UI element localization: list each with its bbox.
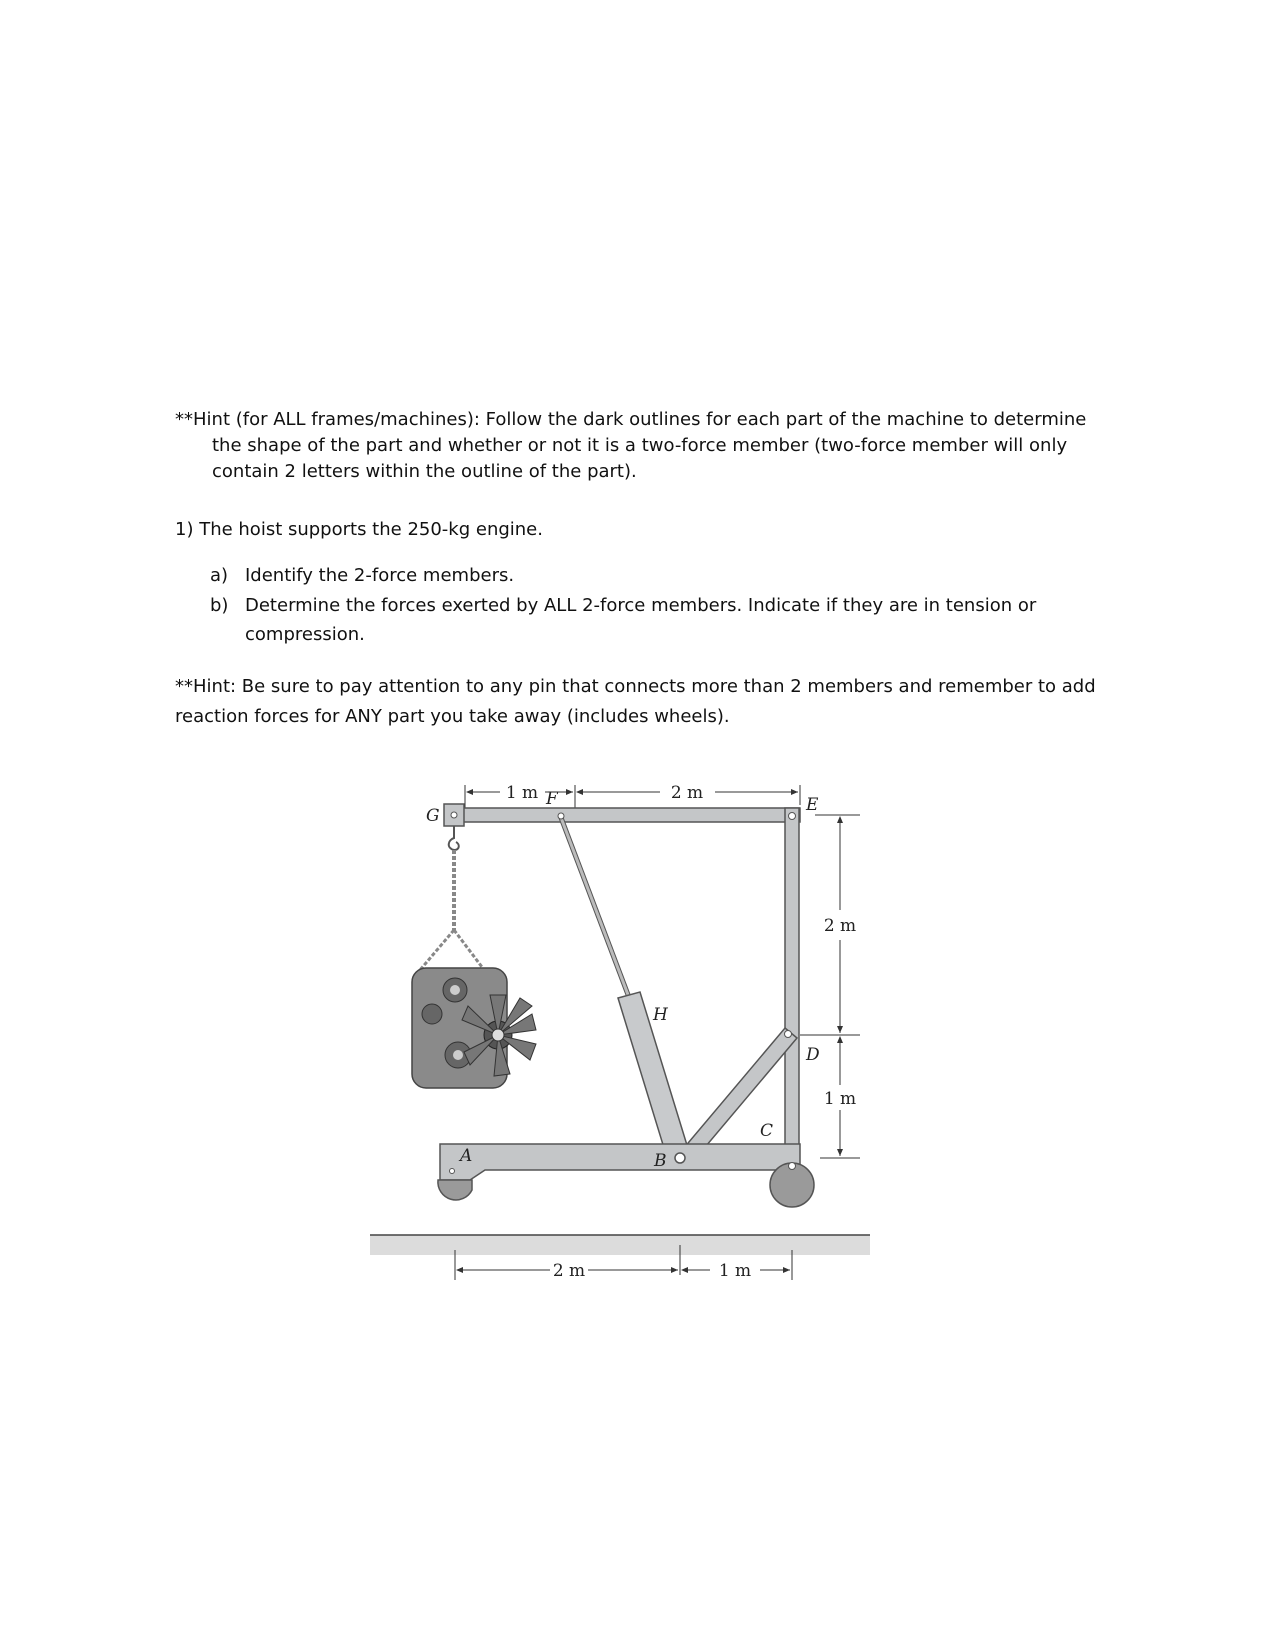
- item-b-text-cont: compression.: [245, 624, 365, 645]
- piston-rod-fill: [560, 815, 630, 1000]
- general-hint-line-3: contain 2 letters within the outline of the part).: [212, 461, 637, 482]
- dim-bottom-left-label: 2 m: [552, 1261, 586, 1281]
- label-G: G: [426, 806, 440, 826]
- wheel-A: [438, 1180, 472, 1200]
- dim-top-right-label: 2 m: [670, 783, 704, 803]
- label-C: C: [760, 1121, 774, 1141]
- label-A: A: [460, 1146, 473, 1166]
- question-intro: 1) The hoist supports the 250-kg engine.: [175, 519, 543, 540]
- hoist-diagram: [360, 780, 900, 1300]
- general-hint: [175, 407, 1086, 485]
- dim-right-upper-label: 2 m: [823, 916, 857, 936]
- ground: [370, 1235, 870, 1255]
- item-b-text: Determine the forces exerted by ALL 2-force members. Indicate if they are in tension or: [245, 595, 1037, 616]
- dim-top-left-label: 1 m: [505, 783, 539, 803]
- dim-right-lower-label: 1 m: [823, 1089, 857, 1109]
- hook-icon: [449, 826, 459, 850]
- label-E: E: [806, 795, 819, 815]
- pin-C: [789, 1163, 796, 1170]
- boom-GE: [450, 808, 800, 822]
- engine-icon: [412, 968, 536, 1088]
- post-EC: [785, 808, 799, 1198]
- base-ABC: [440, 1144, 800, 1180]
- general-hint-line-2: the shape of the part and whether or not it is a two-force member (two-force member will only: [212, 435, 1068, 456]
- pin-F: [558, 813, 564, 819]
- item-b-marker: b): [210, 595, 229, 616]
- pin-A: [450, 1169, 455, 1174]
- item-a-text: Identify the 2-force members.: [245, 565, 515, 586]
- specific-hint-line-2: reaction forces for ANY part you take away (includes wheels).: [175, 706, 730, 727]
- pin-E: [789, 813, 796, 820]
- specific-hint-line-1: **Hint: Be sure to pay attention to any pin that connects more than 2 members and remember to add: [175, 676, 1096, 697]
- specific-hint: [175, 674, 1096, 730]
- label-H: H: [653, 1005, 668, 1025]
- pin-G: [451, 812, 457, 818]
- pin-D: [785, 1031, 792, 1038]
- general-hint-line-1: **Hint (for ALL frames/machines): Follow the dark outlines for each part of the machine to determine: [175, 409, 1087, 430]
- dim-bottom-right-label: 1 m: [718, 1261, 752, 1281]
- label-D: D: [806, 1045, 820, 1065]
- item-a-marker: a): [210, 565, 229, 586]
- pin-B: [675, 1153, 685, 1163]
- label-F: F: [546, 789, 558, 809]
- label-B: B: [654, 1151, 667, 1171]
